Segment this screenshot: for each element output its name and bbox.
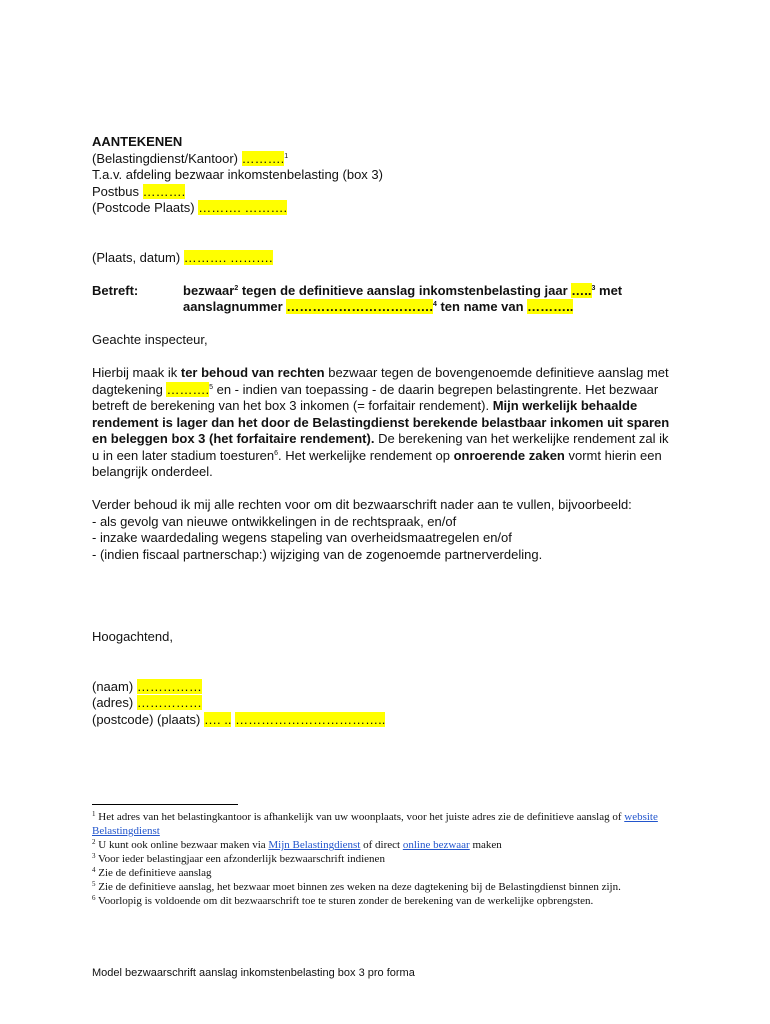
- mijn-belastingdienst-link[interactable]: Mijn Belastingdienst: [268, 839, 361, 851]
- closing: Hoogachtend,: [92, 629, 173, 644]
- footnote-4: $^4$ Zie de definitieve aanslag: [92, 866, 212, 879]
- recipient-postcode: (Postcode Plaats) ………. ……….: [92, 200, 288, 215]
- placeholder-fill: ……………………………..: [235, 711, 386, 727]
- list-item: - als gevolg van nieuwe ontwikkelingen in de rechtspraak, en/of: [92, 513, 457, 529]
- recipient-department: T.a.v. afdeling bezwaar inkomstenbelasting (box 3): [92, 167, 383, 182]
- placeholder-fill: ……….: [166, 381, 210, 397]
- placeholder-fill: ……….: [183, 249, 227, 265]
- placeholder-fill: ……….: [230, 249, 273, 265]
- footnote-2: $^2$ U kunt ook online bezwaar maken via Mijn Belastingdienst of direct online bezwaar maken: [92, 838, 502, 851]
- signature-postcode: (postcode) (plaats) …. .. ……………………………..: [92, 711, 386, 727]
- footnote-5: $^5$ Zie de definitieve aanslag, het bezwaar moet binnen zes weken na deze dagtekening bij de Belastingdienst binnen zijn.: [92, 880, 621, 893]
- online-bezwaar-link[interactable]: online bezwaar: [402, 839, 470, 851]
- placeholder-fill: …. ..: [204, 711, 232, 727]
- doc-title: AANTEKENEN: [92, 134, 183, 149]
- footnote-separator: [92, 804, 238, 805]
- greeting: Geachte inspecteur,: [92, 332, 208, 347]
- footnote-6: $^6$ Voorlopig is voldoende om dit bezwaarschrift toe te sturen zonder de berekening van de werkelijke opbrengsten.: [92, 894, 594, 907]
- body-paragraph-2: Verder behoud ik mij alle rechten voor om dit bezwaarschrift nader aan te vullen, bijvoorbeeld:: [92, 497, 632, 512]
- list-item: - (indien fiscaal partnerschap:) wijziging van de zogenoemde partnerverdeling.: [92, 546, 543, 562]
- letter-body: [92, 134, 672, 728]
- body-paragraph-1: Hierbij maak ik ter behoud van rechten bezwaar tegen de bovengenoemde definitieve aanslag met dagtekening ……….$^5$ en - indien van toepassing - de daarin begrepen belastingrente. Het bezwaar betreft de berekening van het box 3 inkomen (= forfaitair rendement). Mijn werkelijk behaalde rendement is lager dan het door de Belastingdienst berekende belastbaar inkomen uit sparen en beleggen box 3 (het forfaitaire rendement). De berekening van het werkelijke rendement zal ik u in een later stadium toesturen$^6$. Het werkelijke rendement op onroerende zaken vormt hierin een belangrijk onderdeel.: [92, 365, 670, 479]
- footnote-ref: 1: [284, 152, 289, 160]
- page-footer: Model bezwaarschrift aanslag inkomstenbelasting box 3 pro forma: [92, 967, 415, 979]
- signature-address: (adres) ……………: [92, 695, 202, 710]
- placeholder-fill: ……….: [244, 200, 288, 215]
- list-item: - inzake waardedaling wegens stapeling van overheidsmaatregelen en/of: [92, 530, 512, 545]
- signature-name: (naam) ……………: [92, 678, 202, 694]
- placeholder-fill: …..: [571, 282, 592, 298]
- placeholder-fill: ……………: [136, 678, 202, 694]
- subject-line: [92, 283, 672, 316]
- subject-text: bezwaar$^2$ tegen de definitieve aanslag inkomstenbelasting jaar …..$^3$ met aanslagnummer …………………………….$^4$ ten name van ………..: [183, 282, 623, 314]
- placeholder-fill: ……….: [198, 200, 241, 215]
- footnote-1: $^1$ Het adres van het belastingkantoor is afhankelijk van uw woonplaats, voor het juiste adres zie de definitieve aanslag of website Belastingdienst: [92, 810, 658, 837]
- placeholder-fill: ……….: [142, 183, 186, 199]
- placeholder-fill: ……………: [136, 695, 202, 710]
- footnote-3: $^3$ Voor ieder belastingjaar een afzonderlijk bezwaarschrift indienen: [92, 852, 385, 865]
- placeholder-fill: …………………………….: [286, 299, 433, 314]
- website-belastingdienst-link[interactable]: website Belastingdienst: [92, 811, 658, 837]
- place-date: (Plaats, datum) ………. ……….: [92, 249, 273, 265]
- recipient-office: (Belastingdienst/Kantoor) ……….$^1$: [92, 150, 289, 166]
- subject-label: Betreft:: [92, 282, 139, 298]
- placeholder-fill: ……….: [241, 150, 285, 166]
- placeholder-fill: ………..: [527, 299, 574, 314]
- recipient-postbox: Postbus ……….: [92, 183, 186, 199]
- footnotes: [92, 810, 672, 908]
